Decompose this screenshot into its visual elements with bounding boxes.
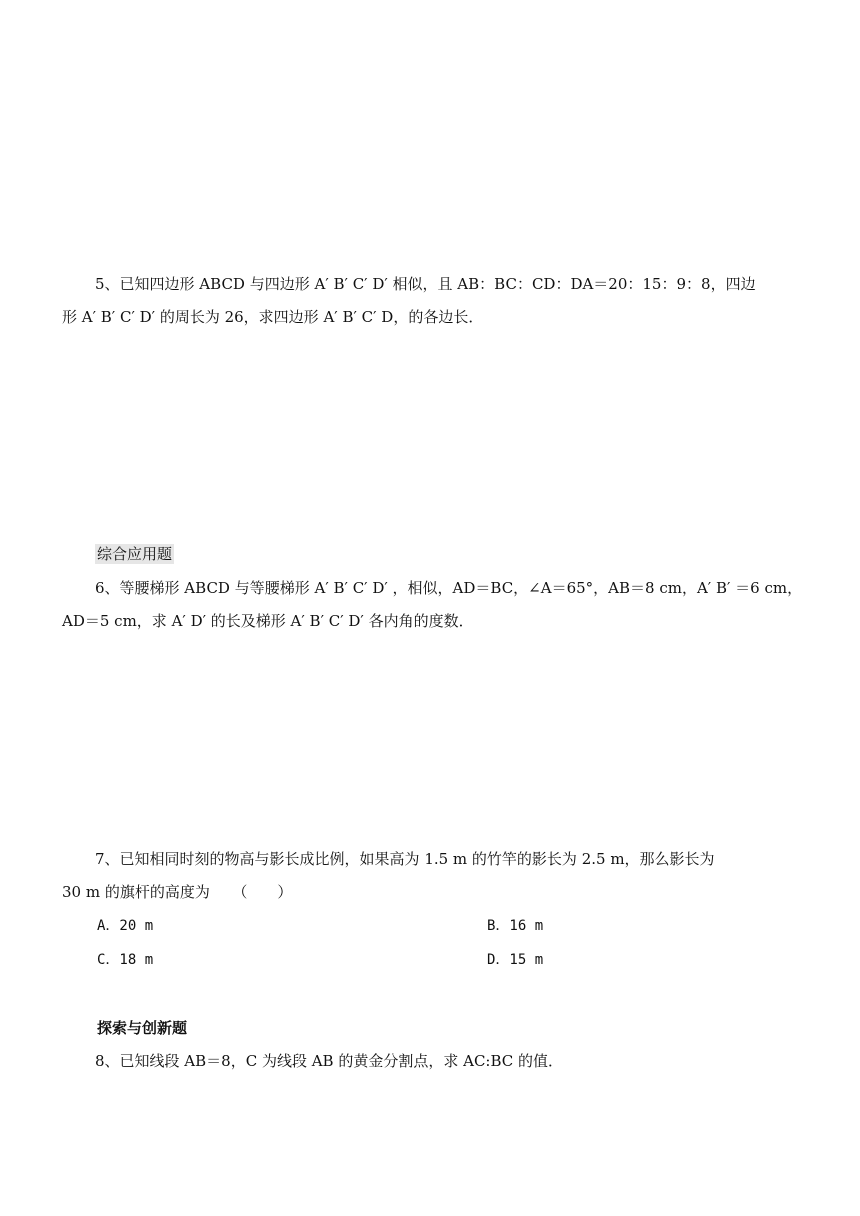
question-5-line-2: 形 A′ B′ C′ D′ 的周长为 26，求四边形 A′ B′ C′ D，的各边长． — [62, 308, 484, 326]
question-7-option-d: D．15 m — [487, 952, 544, 968]
question-6-line-1: 6、等腰梯形 ABCD 与等腰梯形 A′ B′ C′ D′ ，相似，AD＝BC，∠A＝65°，AB＝8 cm，A′ B′ ＝6 cm， — [95, 579, 803, 597]
question-7-option-b: B．16 m — [487, 918, 544, 934]
question-7-line-2: 30 m 的旗杆的高度为 （ ） — [62, 883, 293, 901]
question-5-line-1: 5、已知四边形 ABCD 与四边形 A′ B′ C′ D′ 相似，且 AB：BC：CD：DA＝20：15：9：8，四边 — [95, 275, 756, 293]
question-7-option-c: C．18 m — [97, 952, 154, 968]
section-heading-explore: 探索与创新题 — [97, 1019, 188, 1037]
question-7-option-a: A．20 m — [97, 918, 154, 934]
question-8-line-1: 8、已知线段 AB＝8，C 为线段 AB 的黄金分割点，求 AC:BC 的值． — [95, 1052, 564, 1070]
section-heading-applied: 综合应用题 — [97, 545, 173, 563]
question-6-line-2: AD＝5 cm，求 A′ D′ 的长及梯形 A′ B′ C′ D′ 各内角的度数． — [62, 612, 474, 630]
question-7-line-1: 7、已知相同时刻的物高与影长成比例，如果高为 1.5 m 的竹竿的影长为 2.5 m，那么影长为 — [95, 850, 715, 868]
